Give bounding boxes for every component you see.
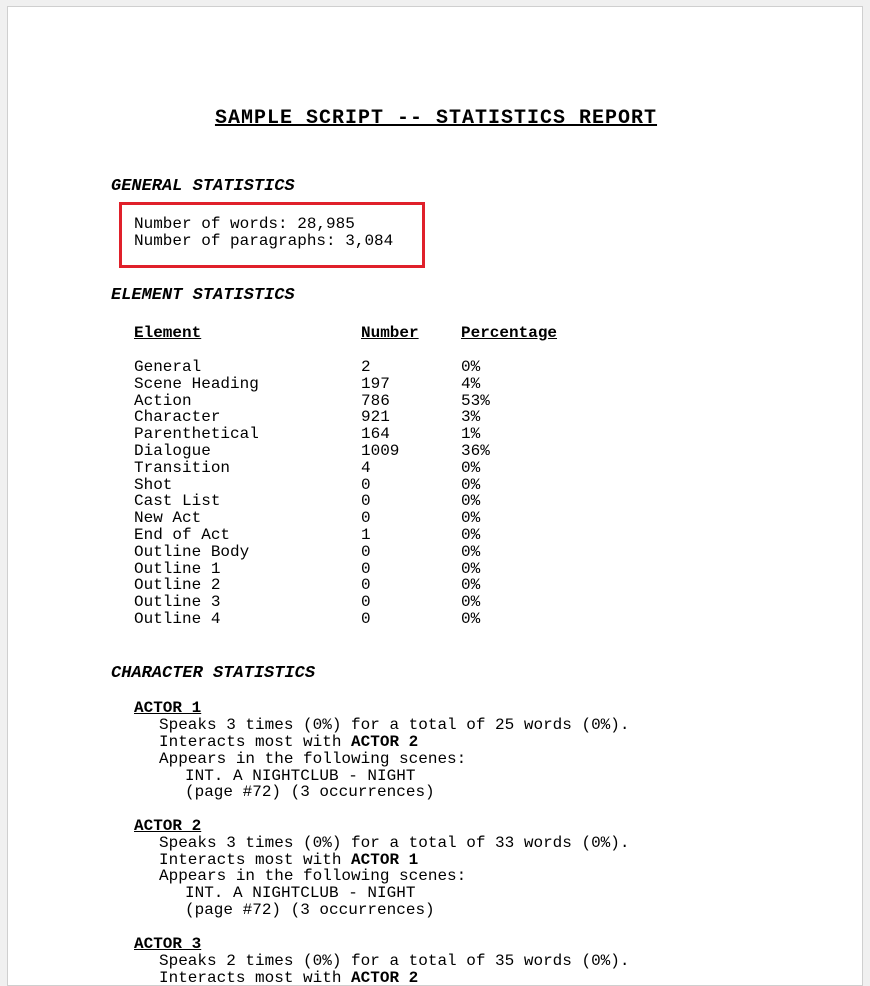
element-number: 197	[361, 375, 390, 393]
element-name: New Act	[134, 509, 202, 527]
actor-speaks: Speaks 3 times (0%) for a total of 33 words (0%).	[159, 834, 630, 852]
element-percentage: 0%	[461, 476, 481, 494]
actor-name: ACTOR 1	[134, 699, 202, 717]
actor-scene-page: (page #72) (3 occurrences)	[185, 783, 435, 801]
element-name: Outline Body	[134, 543, 250, 561]
element-number: 2	[361, 358, 371, 376]
element-name: Scene Heading	[134, 375, 259, 393]
actor-scene: INT. A NIGHTCLUB - NIGHT	[185, 884, 416, 902]
element-percentage: 1%	[461, 425, 481, 443]
element-percentage: 53%	[461, 392, 490, 410]
interacts-with-name: ACTOR 2	[351, 733, 419, 751]
paragraphs-count: Number of paragraphs: 3,084	[134, 232, 394, 250]
element-number: 0	[361, 593, 371, 611]
element-percentage: 0%	[461, 593, 481, 611]
element-percentage: 0%	[461, 543, 481, 561]
actor-name: ACTOR 2	[134, 817, 202, 835]
element-number: 4	[361, 459, 371, 477]
element-name: General	[134, 358, 202, 376]
column-header-percentage: Percentage	[461, 324, 558, 342]
actor-appears: Appears in the following scenes:	[159, 867, 467, 885]
element-percentage: 0%	[461, 459, 481, 477]
element-name: Outline 1	[134, 560, 221, 578]
element-number: 0	[361, 509, 371, 527]
element-percentage: 4%	[461, 375, 481, 393]
element-number: 786	[361, 392, 390, 410]
actor-scene-page: (page #72) (3 occurrences)	[185, 901, 435, 919]
element-percentage: 0%	[461, 526, 481, 544]
element-number: 0	[361, 610, 371, 628]
interacts-prefix: Interacts most with	[159, 733, 352, 751]
element-number: 0	[361, 476, 371, 494]
element-number: 1009	[361, 442, 400, 460]
column-header-number: Number	[361, 324, 419, 342]
interacts-prefix: Interacts most with	[159, 969, 352, 986]
element-percentage: 0%	[461, 492, 481, 510]
element-percentage: 0%	[461, 509, 481, 527]
interacts-with-name: ACTOR 1	[351, 851, 419, 869]
element-name: Outline 4	[134, 610, 221, 628]
actor-speaks: Speaks 3 times (0%) for a total of 25 words (0%).	[159, 716, 630, 734]
character-statistics-heading: CHARACTER STATISTICS	[111, 664, 316, 683]
element-name: Dialogue	[134, 442, 211, 460]
element-percentage: 0%	[461, 576, 481, 594]
element-name: End of Act	[134, 526, 231, 544]
actor-name: ACTOR 3	[134, 935, 202, 953]
element-number: 164	[361, 425, 390, 443]
element-number: 0	[361, 543, 371, 561]
actor-interacts	[159, 970, 418, 986]
element-name: Transition	[134, 459, 231, 477]
element-number: 0	[361, 560, 371, 578]
report-title: SAMPLE SCRIPT -- STATISTICS REPORT	[214, 107, 658, 130]
element-name: Shot	[134, 476, 173, 494]
element-name: Parenthetical	[134, 425, 259, 443]
actor-interacts	[159, 734, 418, 751]
general-statistics-heading: GENERAL STATISTICS	[111, 177, 295, 196]
element-name: Cast List	[134, 492, 221, 510]
column-header-element: Element	[134, 324, 202, 342]
element-name: Outline 3	[134, 593, 221, 611]
interacts-prefix: Interacts most with	[159, 851, 352, 869]
actor-appears: Appears in the following scenes:	[159, 750, 467, 768]
element-name: Action	[134, 392, 192, 410]
actor-speaks: Speaks 2 times (0%) for a total of 35 words (0%).	[159, 952, 630, 970]
element-number: 0	[361, 492, 371, 510]
element-percentage: 0%	[461, 610, 481, 628]
element-number: 921	[361, 408, 390, 426]
words-count: Number of words: 28,985	[134, 215, 355, 233]
element-statistics-heading: ELEMENT STATISTICS	[111, 286, 295, 305]
element-percentage: 3%	[461, 408, 481, 426]
element-percentage: 0%	[461, 560, 481, 578]
report-page	[7, 6, 863, 986]
element-name: Character	[134, 408, 221, 426]
element-name: Outline 2	[134, 576, 221, 594]
element-percentage: 36%	[461, 442, 490, 460]
element-percentage: 0%	[461, 358, 481, 376]
interacts-with-name: ACTOR 2	[351, 969, 419, 986]
element-number: 0	[361, 576, 371, 594]
element-number: 1	[361, 526, 371, 544]
actor-scene: INT. A NIGHTCLUB - NIGHT	[185, 767, 416, 785]
